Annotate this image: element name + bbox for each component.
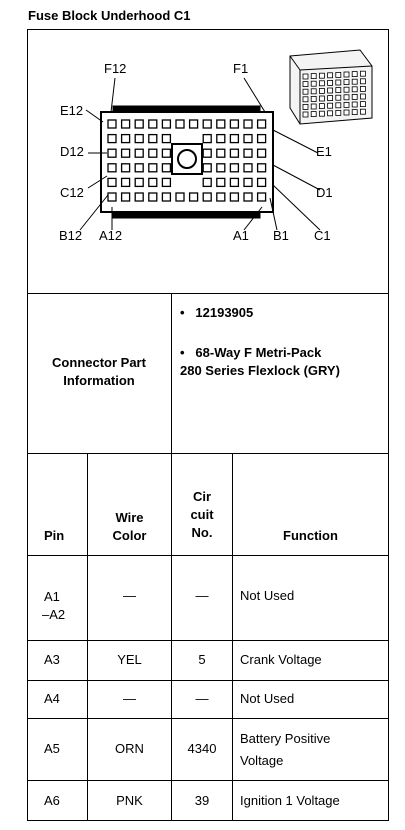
- label-D1: D1: [316, 185, 333, 200]
- pin-cavity: [244, 120, 252, 128]
- label-E12: E12: [60, 103, 84, 118]
- illustration-cavity: [360, 102, 365, 107]
- pin-cavity: [244, 135, 252, 143]
- bullet-1: •: [180, 305, 185, 320]
- pin-cavity: [244, 164, 252, 172]
- pin-grid: [108, 120, 266, 201]
- illustration-cavity: [311, 81, 316, 86]
- row4-function-line2: Voltage: [240, 753, 284, 768]
- illustration-cavity: [328, 88, 333, 93]
- pin-cavity: [162, 120, 170, 128]
- pin-cavity: [162, 149, 170, 157]
- pin-cavity: [162, 178, 170, 186]
- header-function: Function: [283, 528, 338, 543]
- row1-pin-line1: A1: [44, 589, 60, 604]
- illustration-cavity: [344, 102, 349, 107]
- pin-cavity: [258, 193, 266, 201]
- row1-cir: —: [195, 588, 209, 603]
- row2-cir: 5: [198, 652, 206, 667]
- leader-C12: [88, 176, 107, 188]
- header-wire-line1: Wire: [115, 510, 144, 525]
- label-E1: E1: [316, 144, 332, 159]
- row4-pin: A5: [44, 741, 60, 756]
- label-F1: F1: [233, 61, 249, 76]
- connector-info-label-line2: Information: [63, 373, 135, 388]
- label-C1: C1: [314, 228, 331, 243]
- pin-cavity: [230, 135, 238, 143]
- row5-wire: PNK: [116, 793, 143, 808]
- pin-cavity: [230, 120, 238, 128]
- illustration-cavity: [336, 80, 341, 85]
- connector-description: [180, 344, 385, 380]
- illustration-cavity: [303, 89, 308, 94]
- leader-E1: [273, 130, 318, 153]
- illustration-cavity: [352, 72, 357, 77]
- row1-pin: [44, 588, 65, 624]
- info-divider: [171, 293, 172, 453]
- illustration-cavity: [336, 88, 341, 93]
- illustration-cavity: [344, 95, 349, 100]
- row2-wire: YEL: [117, 652, 142, 667]
- illustration-cavity: [319, 88, 324, 93]
- illustration-cavity: [328, 103, 333, 108]
- pin-cavity: [108, 149, 116, 157]
- pin-cavity: [217, 135, 225, 143]
- col-divider-cir: [232, 453, 233, 821]
- row1-wire: —: [123, 588, 136, 603]
- pin-cavity: [135, 135, 143, 143]
- pin-cavity: [149, 149, 157, 157]
- pin-cavity: [258, 149, 266, 157]
- pin-cavity: [190, 193, 198, 201]
- row4-function-line1: Battery Positive: [240, 731, 331, 746]
- connector-desc-line1: 68-Way F Metri-Pack: [195, 345, 322, 360]
- part-number: 12193905: [195, 305, 254, 320]
- illustration-cavity: [311, 104, 316, 109]
- pin-cavity: [258, 178, 266, 186]
- pin-cavity: [217, 178, 225, 186]
- label-D12: D12: [60, 144, 84, 159]
- row2-pin: A3: [44, 652, 60, 667]
- illustration-cavity: [360, 71, 365, 76]
- header-pin: Pin: [44, 528, 65, 543]
- pin-cavity: [162, 164, 170, 172]
- row1-pin-line2: –A2: [42, 607, 66, 622]
- pin-cavity: [135, 120, 143, 128]
- divider-header: [27, 555, 389, 556]
- pin-cavity: [203, 120, 211, 128]
- label-B1: B1: [273, 228, 289, 243]
- illustration-cavity: [328, 80, 333, 85]
- pin-cavity: [244, 193, 252, 201]
- pin-cavity: [108, 120, 116, 128]
- pin-cavity: [162, 193, 170, 201]
- connector-top-rail: [113, 106, 260, 112]
- pin-cavity: [190, 120, 198, 128]
- illustration-cavity: [303, 97, 308, 102]
- illustration-cavity: [344, 87, 349, 92]
- pin-cavity: [203, 193, 211, 201]
- illustration-cavity: [352, 79, 357, 84]
- illustration-cavity: [360, 109, 365, 114]
- illustration-cavity: [311, 74, 316, 79]
- illustration-cavity: [360, 79, 365, 84]
- pin-cavity: [108, 164, 116, 172]
- illustration-cavity: [352, 87, 357, 92]
- pin-cavity: [203, 135, 211, 143]
- pin-cavity: [135, 178, 143, 186]
- pin-cavity: [258, 120, 266, 128]
- row5-function: Ignition 1 Voltage: [240, 793, 340, 808]
- connector-desc-line2: 280 Series Flexlock (GRY): [180, 363, 340, 378]
- illustration-cavity: [319, 73, 324, 78]
- pin-cavity: [203, 149, 211, 157]
- connector-illustration-icon: [290, 50, 372, 124]
- pin-cavity: [230, 164, 238, 172]
- page-title: Fuse Block Underhood C1: [28, 8, 191, 23]
- illustration-cavity: [352, 94, 357, 99]
- pin-cavity: [122, 149, 130, 157]
- row5-pin: A6: [44, 793, 60, 808]
- pin-cavity: [122, 164, 130, 172]
- connector-part-number: [180, 304, 380, 322]
- illustration-cavity: [344, 72, 349, 77]
- pin-cavity: [122, 135, 130, 143]
- pin-cavity: [258, 164, 266, 172]
- pin-cavity: [217, 149, 225, 157]
- pin-cavity: [176, 120, 184, 128]
- illustration-cavity: [303, 112, 308, 117]
- illustration-cavity: [360, 94, 365, 99]
- pin-cavity: [149, 178, 157, 186]
- illustration-cavity: [319, 81, 324, 86]
- header-wire-line2: Color: [112, 528, 147, 543]
- illustration-cavity: [328, 111, 333, 116]
- pin-cavity: [217, 164, 225, 172]
- pin-cavity: [135, 193, 143, 201]
- row3-pin: A4: [44, 691, 60, 706]
- illustration-cavity: [311, 89, 316, 94]
- illustration-cavity: [328, 96, 333, 101]
- bullet-2: •: [180, 345, 185, 360]
- illustration-cavity: [311, 112, 316, 117]
- center-bolt-icon: [178, 150, 196, 168]
- pin-cavity: [258, 135, 266, 143]
- pin-cavity: [230, 178, 238, 186]
- row3-cir: —: [195, 691, 209, 706]
- illustration-cavity: [311, 96, 316, 101]
- pin-cavity: [149, 193, 157, 201]
- divider-row3: [27, 718, 389, 719]
- label-A1: A1: [233, 228, 249, 243]
- pin-cavity: [217, 120, 225, 128]
- pin-cavity: [203, 164, 211, 172]
- illustration-cavity: [336, 95, 341, 100]
- pin-cavity: [108, 193, 116, 201]
- connector-body: [101, 112, 273, 212]
- illustration-cavity: [328, 73, 333, 78]
- label-F12: F12: [104, 61, 127, 76]
- center-bolt-housing: [172, 144, 202, 174]
- illustration-cavity: [319, 111, 324, 116]
- pin-cavity: [162, 135, 170, 143]
- pin-cavity: [122, 193, 130, 201]
- illustration-cavity: [336, 103, 341, 108]
- header-cir-line2: cuit: [190, 507, 214, 522]
- label-A12: A12: [99, 228, 123, 243]
- pin-cavity: [149, 164, 157, 172]
- connector-bottom-rail: [113, 212, 260, 218]
- illustration-cavity: [319, 104, 324, 109]
- row4-cir: 4340: [187, 741, 217, 756]
- illustration-cavity: [344, 80, 349, 85]
- illustration-cavity: [336, 72, 341, 77]
- pin-cavity: [230, 149, 238, 157]
- pin-cavity: [230, 193, 238, 201]
- pin-cavity: [122, 178, 130, 186]
- pin-cavity: [135, 164, 143, 172]
- connector-info-label: [29, 354, 169, 390]
- pin-cavity: [203, 178, 211, 186]
- row4-wire: ORN: [115, 741, 144, 756]
- divider-row1: [27, 640, 389, 641]
- illustration-cavity: [319, 96, 324, 101]
- pin-cavity: [135, 149, 143, 157]
- illustration-cavity: [352, 110, 357, 115]
- pin-cavity: [149, 135, 157, 143]
- illustration-cavity: [336, 110, 341, 115]
- row5-cir: 39: [194, 793, 210, 808]
- label-B12: B12: [59, 228, 83, 243]
- row1-function: Not Used: [240, 588, 295, 603]
- pin-cavity: [244, 149, 252, 157]
- row4-function: [240, 728, 330, 772]
- divider-row2: [27, 680, 389, 681]
- illustration-cavity: [352, 102, 357, 107]
- pin-cavity: [217, 193, 225, 201]
- row2-function: Crank Voltage: [240, 652, 322, 667]
- header-cir-line3: No.: [191, 525, 213, 540]
- header-wire-color: [88, 509, 171, 545]
- divider-diagram: [27, 293, 389, 294]
- divider-info: [27, 453, 389, 454]
- pin-cavity: [108, 178, 116, 186]
- pin-cavity: [244, 178, 252, 186]
- connector-info-label-line1: Connector Part: [52, 355, 146, 370]
- header-cir-line1: Cir: [192, 489, 212, 504]
- illustration-cavity: [303, 104, 308, 109]
- row3-function: Not Used: [240, 691, 295, 706]
- illustration-cavity: [303, 82, 308, 87]
- pin-cavity: [176, 193, 184, 201]
- illustration-cavity: [344, 110, 349, 115]
- header-circuit-no: [172, 488, 232, 542]
- pin-cavity: [108, 135, 116, 143]
- pin-cavity: [122, 120, 130, 128]
- illustration-cavity: [360, 86, 365, 91]
- label-C12: C12: [60, 185, 84, 200]
- leader-C1: [273, 185, 320, 230]
- row3-wire: —: [123, 691, 136, 706]
- pin-cavity: [149, 120, 157, 128]
- illustration-cavity: [303, 74, 308, 79]
- leader-D1: [273, 165, 320, 190]
- divider-row4: [27, 780, 389, 781]
